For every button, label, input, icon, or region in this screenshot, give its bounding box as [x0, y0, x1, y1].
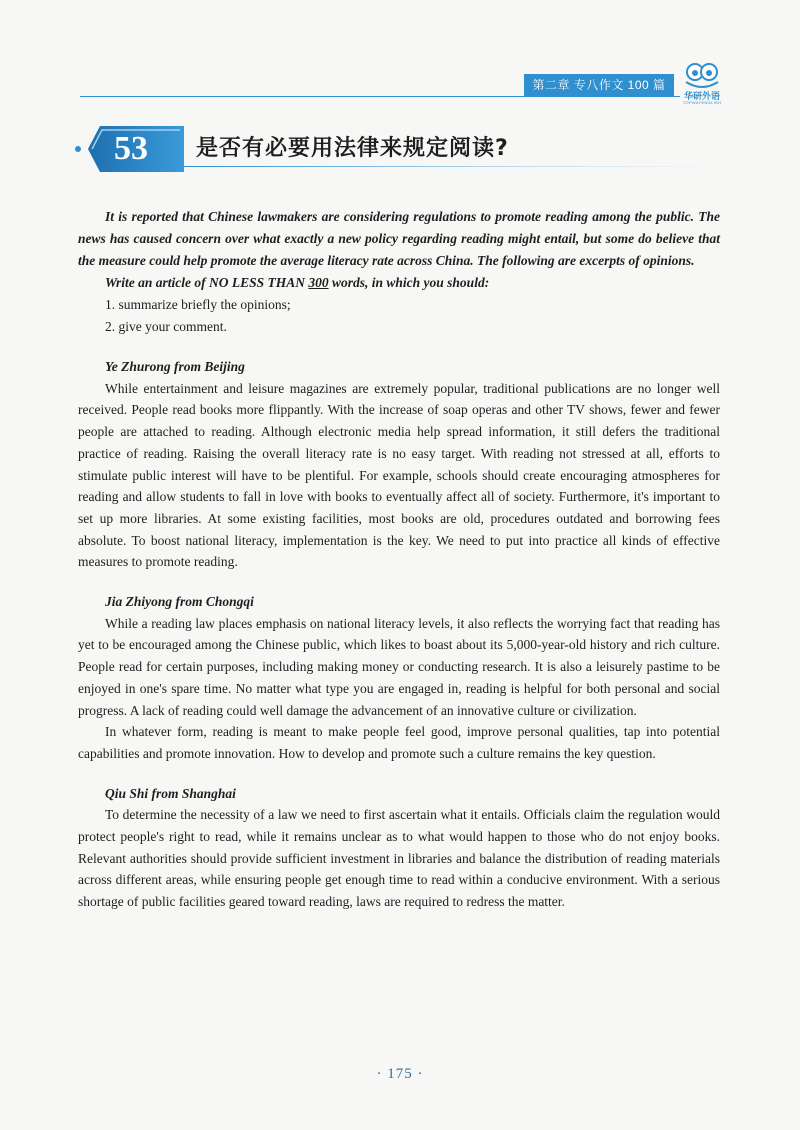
opinion-author: Qiu Shi from Shanghai	[105, 785, 236, 801]
essay-prompt	[78, 206, 720, 338]
logo-subtext: TOPWAYENGLISH	[682, 100, 722, 105]
chapter-label: 第二章 专八作文 100 篇	[524, 74, 674, 96]
header-divider	[80, 96, 680, 97]
opinion-section	[78, 591, 720, 765]
prompt-instruction	[78, 272, 720, 294]
instruction-text-start: Write an article of NO LESS THAN	[105, 275, 309, 290]
task-list	[78, 294, 720, 338]
opinion-author: Jia Zhiyong from Chongqi	[105, 594, 254, 610]
prompt-paragraph: It is reported that Chinese lawmakers are considering regulations to promote reading among the public. The news has caused concern over what exactly a new policy regarding reading might entail, but some do believe that the measure could help promote the average literacy rate across China. The following are excerpts of opinions.	[78, 209, 720, 268]
essay-number: 53	[114, 130, 148, 167]
opinion-paragraph: While a reading law places emphasis on national literacy levels, it also reflects the worrying fact that reading has yet to be encouraged among the Chinese public, which likes to boast about its 5,000-year-old history and rich culture. People read for certain purposes, including making money or conducting research. It is also a leisurely pastime to be enjoyed in one's spare time. No matter what type you are engaged in, reading is helpful for both personal and social progress. A lack of reading could well damage the advancement of an innovative culture or civilization.	[78, 615, 720, 718]
title-underline	[184, 166, 720, 167]
opinion-section	[78, 783, 720, 913]
page-number: · 175 ·	[376, 1066, 424, 1082]
page-title: 是否有必要用法律来规定阅读?	[196, 136, 509, 161]
opinion-author: Ye Zhurong from Beijing	[105, 359, 245, 374]
opinion-section	[78, 356, 720, 573]
logo-text: 华研外语	[683, 91, 720, 101]
instruction-word-count: 300	[308, 275, 329, 290]
essay-content	[78, 206, 720, 913]
opinion-paragraph: In whatever form, reading is meant to make people feel good, improve personal qualities, tap into potential capabilities and promote innovation. How to develop and promote such a culture remains the key question.	[78, 724, 720, 761]
opinion-paragraph: While entertainment and leisure magazines are extremely popular, traditional publications are no longer well received. People read books more flippantly. With the increase of soap operas and other TV shows, fewer and fewer people are attached to reading. Although electronic media help spread information, it still defers the traditional practice of reading. Raising the overall literacy rate is no easy target. With reading not stressed at all, efforts to stimulate public interest will have to be plentiful. For example, schools should create encouraging atmospheres for reading and allow students to fall in love with books to eventually affect all of society. Furthermore, it's important to set up more libraries. At some existing facilities, most books are old, procedures outdated and borrowing fees absolute. To boost national literacy, implementation is the key. We need to put into practice all kinds of effective measures to promote reading.	[78, 380, 720, 570]
opinion-paragraph: To determine the necessity of a law we need to first ascertain what it entails. Officials claim the regulation would protect people's right to read, while it remains unclear as to what would happen to those who do not enjoy books. Relevant authorities should provide sufficient investment in libraries and balance the distribution of reading materials across different areas, while ensuring people get enough time to read within a conducive environment. With a serious shortage of public facilities geared toward reading, laws are required to redress the matter.	[78, 807, 720, 910]
task-item: 2. give your comment.	[105, 319, 227, 334]
instruction-text-end: words, in which you should:	[328, 275, 490, 290]
task-item: 1. summarize briefly the opinions;	[105, 297, 291, 312]
